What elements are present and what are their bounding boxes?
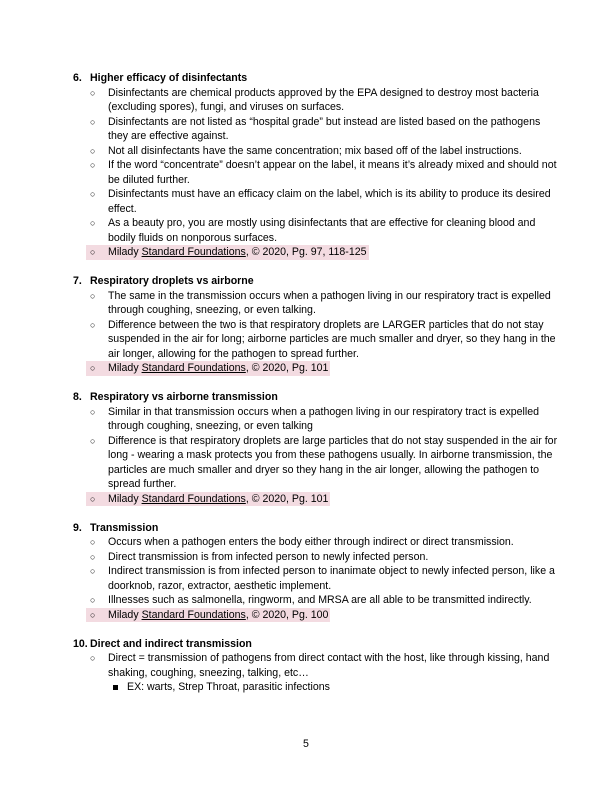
section (73, 71, 563, 260)
section-number: 6. (73, 72, 82, 84)
bullet-list (73, 535, 563, 608)
list-item-text: As a beauty pro, you are mostly using disinfectants that are effective for cleaning blood and bodily fluids on nonporous surfaces. (108, 217, 536, 244)
section-title: Direct and indirect transmission (90, 637, 252, 650)
section-title: Higher efficacy of disinfectants (90, 72, 248, 84)
list-item-text: Indirect transmission is from infected person to inanimate object to newly infected person, like a doorknob, razor, extractor, aesthetic implement. (108, 565, 555, 592)
list-item (73, 289, 563, 318)
hollow-bullet-icon: ○ (90, 595, 96, 605)
hollow-bullet-icon: ○ (90, 363, 96, 373)
list-item-text: Disinfectants are not listed as “hospital grade” but instead are listed based on the pathogens they are effective against. (108, 115, 541, 142)
hollow-bullet-icon: ○ (90, 145, 96, 156)
sub-list-item-text: EX: warts, Strep Throat, parasitic infections (127, 681, 330, 693)
list-item (73, 405, 563, 434)
list-item (73, 564, 563, 593)
section-heading (73, 521, 563, 536)
section-number: 7. (73, 275, 82, 287)
hollow-bullet-icon: ○ (90, 435, 96, 446)
bullet-list (73, 405, 563, 492)
list-item-text: Direct = transmission of pathogens from direct contact with the host, like through kissing, hand shaking, coughing, sneezing, talking, etc… (108, 652, 550, 679)
section-number: 8. (73, 391, 82, 403)
hollow-bullet-icon: ○ (90, 537, 96, 547)
list-item (73, 86, 563, 115)
list-item (73, 318, 563, 362)
list-item-text: If the word “concentrate” doesn’t appear on the label, it means it’s already mixed and should not be diluted further. (108, 159, 557, 186)
list-item-text: Direct transmission is from infected person to newly infected person. (108, 550, 429, 563)
section-title: Transmission (90, 521, 159, 534)
list-item (73, 144, 563, 159)
section-heading (73, 390, 563, 405)
citation-highlight (86, 361, 330, 376)
list-item (73, 651, 563, 680)
bullet-list (73, 651, 563, 680)
citation-prefix: Milady (108, 246, 142, 258)
sub-list-item (73, 680, 563, 695)
page-number: 5 (303, 738, 309, 750)
section (73, 637, 563, 695)
citation-prefix: Milady (108, 362, 142, 374)
citation-details: , © 2020, Pg. 101 (245, 492, 329, 505)
hollow-bullet-icon: ○ (90, 653, 96, 663)
citation-book-title: Standard Foundations (141, 608, 246, 621)
citation-highlight (86, 245, 369, 260)
hollow-bullet-icon: ○ (90, 189, 96, 199)
citation-details: , © 2020, Pg. 100 (245, 608, 329, 621)
list-item (73, 434, 563, 492)
list-item-text: Disinfectants are chemical products approved by the EPA designed to destroy most bacteria (excluding spores), fungi, and viruses on surfaces. (108, 86, 539, 113)
citation-book-title: Standard Foundations (141, 246, 246, 258)
hollow-bullet-icon: ○ (90, 319, 96, 330)
hollow-bullet-icon: ○ (90, 218, 96, 228)
section-heading (73, 274, 563, 289)
citation-book-title: Standard Foundations (141, 362, 246, 374)
list-item-text: Difference between the two is that respiratory droplets are LARGER particles that do not stay suspended in the air for long; airborne particles are much smaller and dryer, so they hang in the air longer, allowing for the pathogen to spread further. (108, 318, 556, 360)
list-item (73, 158, 563, 187)
hollow-bullet-icon: ○ (90, 247, 96, 257)
section-number: 9. (73, 521, 82, 534)
hollow-bullet-icon: ○ (90, 87, 96, 98)
document-body (73, 71, 563, 709)
hollow-bullet-icon: ○ (90, 116, 96, 127)
citation-details: , © 2020, Pg. 97, 118-125 (245, 246, 367, 258)
list-item (73, 593, 563, 608)
list-item-text: Illnesses such as salmonella, ringworm, and MRSA are all able to be transmitted indirectly. (108, 594, 532, 606)
square-bullet-icon (113, 685, 118, 690)
bullet-list (73, 289, 563, 362)
section-heading (73, 637, 563, 652)
list-item (73, 535, 563, 550)
hollow-bullet-icon: ○ (90, 551, 96, 562)
list-item (73, 187, 563, 216)
list-item-text: The same in the transmission occurs when a pathogen living in our respiratory tract is expelled through coughing, sneezing, or even talking. (108, 289, 551, 316)
list-item-text: Disinfectants must have an efficacy claim on the label, which is its ability to produce its desired effect. (108, 188, 551, 215)
section-title: Respiratory droplets vs airborne (90, 275, 254, 287)
citation-highlight (86, 492, 330, 507)
list-item-text: Difference is that respiratory droplets are large particles that do not stay suspended in the air for long - wearing a mask protects you from these pathogens usually. In airborne transmission, the particles are much smaller and dryer so they hang in the air longer, allowing the pathogen to spread further. (108, 434, 558, 490)
citation-highlight (86, 608, 330, 623)
hollow-bullet-icon: ○ (90, 406, 96, 417)
citation-book-title: Standard Foundations (141, 492, 246, 505)
section (73, 390, 563, 506)
list-item (73, 115, 563, 144)
hollow-bullet-icon: ○ (90, 609, 96, 620)
citation-details: , © 2020, Pg. 101 (245, 362, 329, 374)
section-title: Respiratory vs airborne transmission (90, 391, 278, 403)
section-heading (73, 71, 563, 86)
section (73, 274, 563, 376)
hollow-bullet-icon: ○ (90, 290, 96, 301)
hollow-bullet-icon: ○ (90, 160, 96, 170)
hollow-bullet-icon: ○ (90, 493, 96, 504)
section (73, 521, 563, 623)
list-item-text: Occurs when a pathogen enters the body either through indirect or direct transmission. (108, 536, 514, 548)
citation-prefix: Milady (108, 492, 142, 505)
list-item-text: Similar in that transmission occurs when a pathogen living in our respiratory tract is expelled through coughing, sneezing, or even talking (108, 405, 540, 432)
list-item (73, 550, 563, 565)
hollow-bullet-icon: ○ (90, 566, 96, 576)
section-number: 10. (73, 637, 88, 650)
list-item-text: Not all disinfectants have the same concentration; mix based off of the label instructions. (108, 144, 522, 157)
list-item (73, 216, 563, 245)
citation-prefix: Milady (108, 608, 142, 621)
bullet-list (73, 86, 563, 246)
